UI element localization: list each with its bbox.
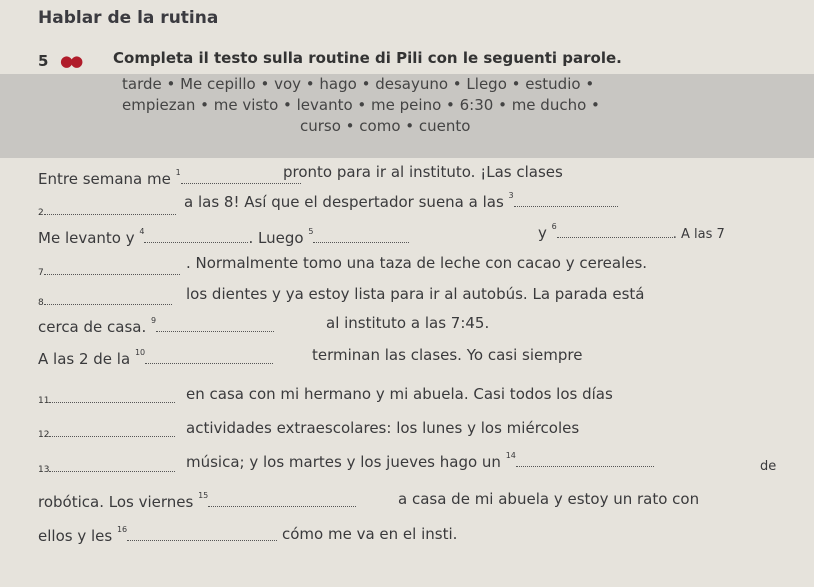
text-segment: A las 2 de la: [38, 350, 135, 368]
text-line-2b: [184, 193, 618, 211]
exercise-number: 5: [38, 52, 49, 70]
text-line-3: [38, 229, 409, 247]
text-segment: Entre semana me: [38, 170, 176, 188]
blank-2[interactable]: [44, 202, 176, 215]
blank-15[interactable]: [208, 494, 356, 507]
text-segment: los dientes y ya estoy lista para ir al autobús. La parada está: [186, 285, 645, 303]
text-segment: a las 8! Así que el despertador suena a las: [184, 193, 509, 211]
blank-6[interactable]: [557, 225, 673, 238]
text-line-10: [38, 458, 175, 476]
text-segment: de: [760, 459, 777, 474]
blank-4[interactable]: [144, 230, 248, 243]
blank-number: 9: [151, 316, 157, 325]
word-bank-line-2: empiezan • me visto • levanto • me peino • 6:30 • me ducho •: [122, 96, 600, 114]
text-segment: cómo me va en el insti.: [282, 525, 458, 543]
blank-number: 2: [38, 208, 44, 218]
blank-16[interactable]: [127, 528, 277, 541]
text-line-8: [38, 389, 175, 407]
text-segment: ellos y les: [38, 527, 117, 545]
blank-number: 8: [38, 298, 44, 308]
text-line-7: [38, 350, 273, 368]
text-line-4: [38, 261, 180, 279]
section-title: Hablar de la rutina: [38, 8, 219, 28]
text-segment: música; y los martes y los jueves hago un: [186, 453, 506, 471]
text-line-6: [38, 318, 274, 336]
blank-5[interactable]: [313, 230, 409, 243]
text-segment: robótica. Los viernes: [38, 493, 199, 511]
difficulty-dots: ●●: [60, 52, 81, 70]
blank-number: 6: [551, 222, 557, 231]
blank-number: 14: [505, 451, 516, 460]
word-bank-line-1: tarde • Me cepillo • voy • hago • desayuno • Llego • estudio •: [122, 75, 595, 93]
text-line-3b: [538, 224, 725, 242]
blank-number: 1: [175, 168, 181, 177]
text-segment: pronto para ir al instituto. ¡Las clases: [283, 163, 563, 181]
blank-number: 3: [508, 191, 514, 200]
blank-12[interactable]: [49, 424, 175, 437]
text-segment: y: [538, 224, 552, 242]
text-segment: al instituto a las 7:45.: [326, 314, 490, 332]
text-line-5: [38, 291, 172, 309]
blank-number: 5: [308, 227, 314, 236]
blank-3[interactable]: [514, 194, 618, 207]
blank-14[interactable]: [516, 454, 654, 467]
text-segment: actividades extraescolares: los lunes y los miércoles: [186, 419, 580, 437]
blank-number: 16: [116, 525, 128, 534]
blank-number: 10: [134, 348, 146, 357]
text-segment: cerca de casa.: [38, 318, 152, 336]
text-line-12: [38, 527, 277, 545]
text-line-11: [38, 493, 356, 511]
blank-8[interactable]: [44, 292, 172, 305]
blank-13[interactable]: [49, 459, 175, 472]
text-segment: . A las 7: [672, 227, 725, 242]
blank-11[interactable]: [49, 390, 175, 403]
blank-number: 11: [38, 396, 50, 406]
word-bank-line-3: curso • como • cuento: [300, 117, 471, 135]
text-segment: . Normalmente tomo una taza de leche con cacao y cereales.: [186, 254, 648, 272]
blank-number: 12: [38, 430, 50, 440]
blank-number: 7: [38, 268, 44, 278]
text-line-9: [38, 423, 175, 441]
text-line-1: [38, 170, 301, 188]
exercise-instruction: Completa il testo sulla routine di Pili con le seguenti parole.: [113, 49, 622, 67]
text-segment: terminan las clases. Yo casi siempre: [312, 346, 583, 364]
text-segment: a casa de mi abuela y estoy un rato con: [398, 490, 700, 508]
blank-9[interactable]: [156, 319, 274, 332]
text-segment: Me levanto y: [38, 229, 140, 247]
blank-10[interactable]: [145, 351, 273, 364]
text-line-2: [38, 201, 176, 219]
text-segment: en casa con mi hermano y mi abuela. Casi todos los días: [186, 385, 613, 403]
blank-number: 15: [198, 491, 209, 500]
blank-7[interactable]: [44, 262, 180, 275]
blank-number: 13: [38, 465, 50, 475]
text-segment: . Luego: [248, 229, 309, 247]
blank-number: 4: [139, 227, 145, 236]
text-line-10b: [186, 453, 654, 471]
